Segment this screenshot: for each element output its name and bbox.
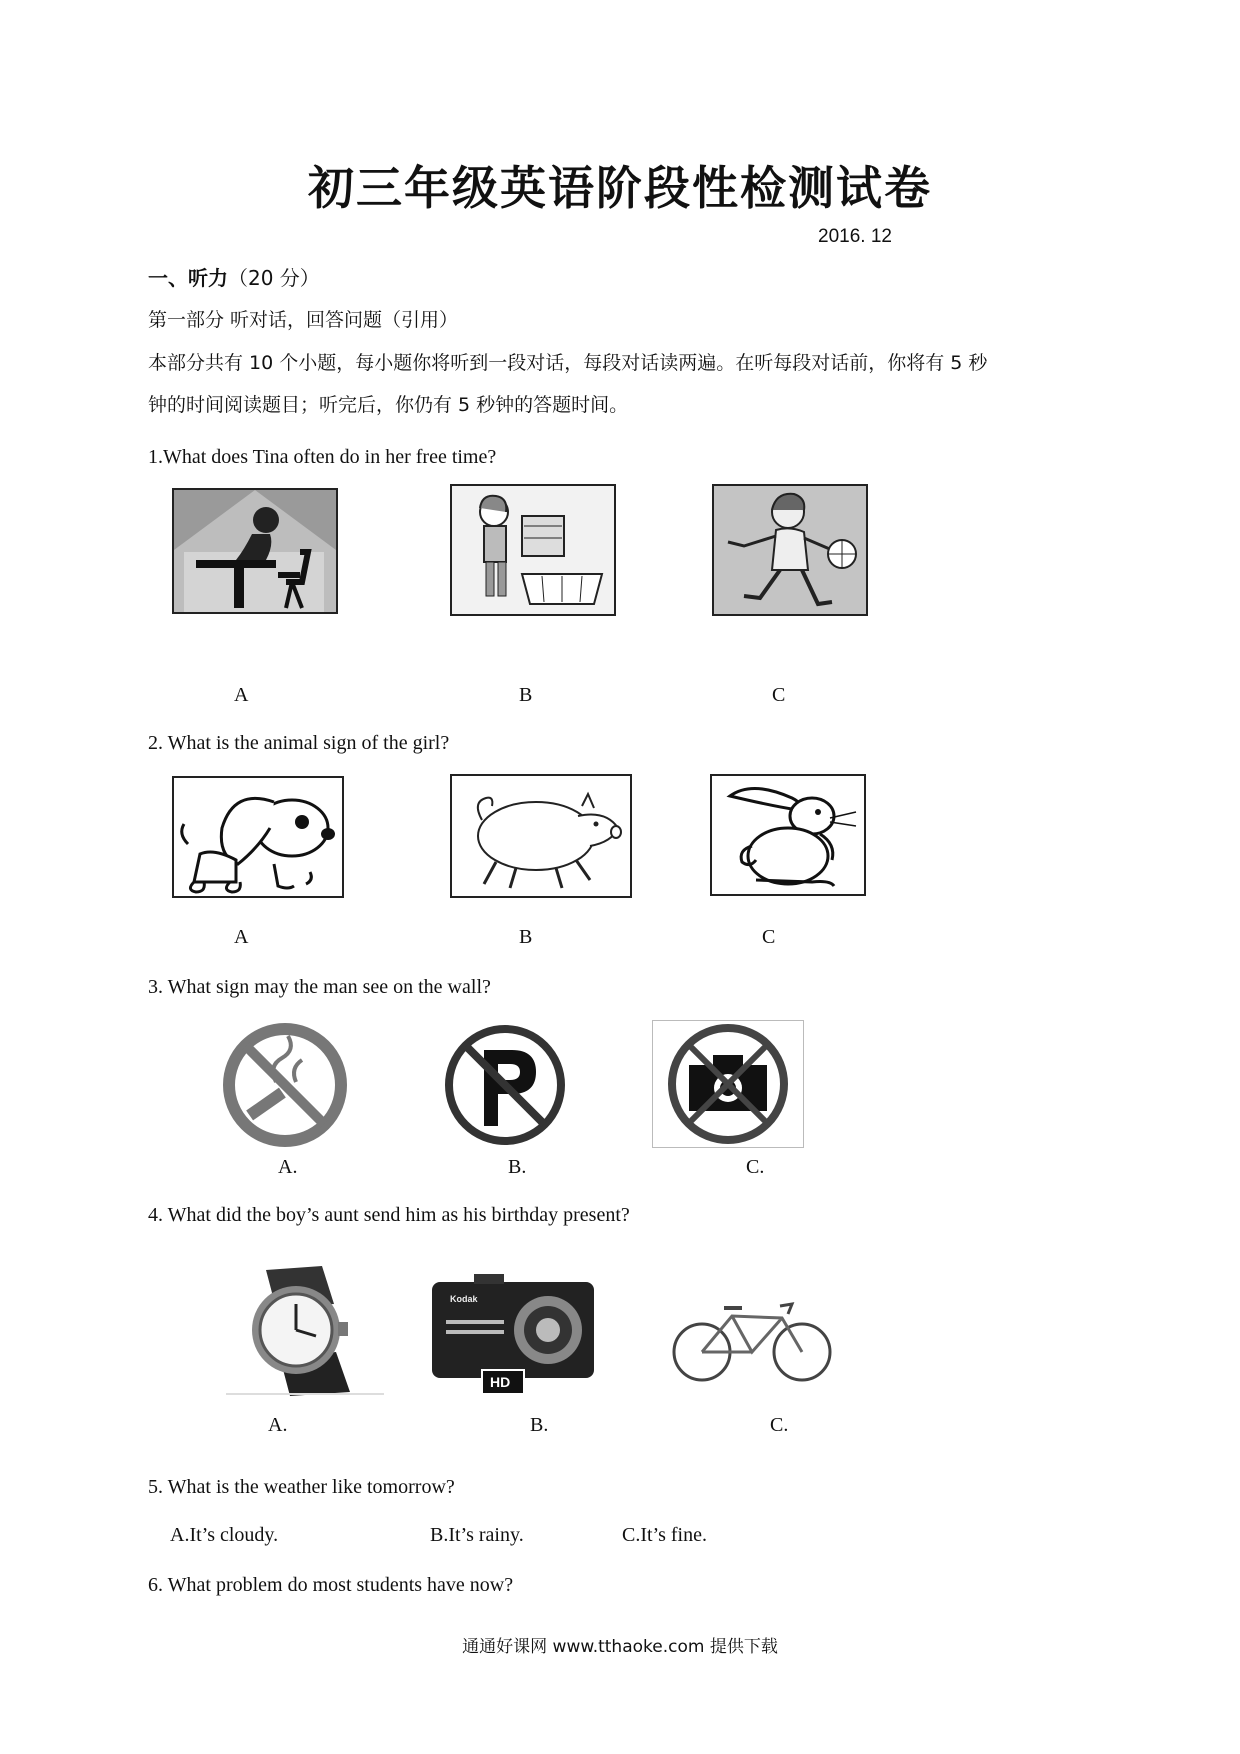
camera-hd-badge: HD — [490, 1374, 511, 1390]
q4-option-b-label: B. — [530, 1414, 549, 1436]
q2-option-b-label: B — [519, 926, 533, 948]
q3-option-c-picture — [652, 1020, 804, 1148]
q1-option-c-label: C — [772, 684, 786, 706]
instructions-line-1: 本部分共有 10 个小题，每小题你将听到一段对话，每段对话读两遍。在听每段对话前，你将有 5 秒 — [148, 352, 988, 374]
q1-option-c-picture — [712, 484, 868, 616]
q2-option-a-picture — [172, 776, 344, 898]
q1-option-a-picture — [172, 488, 338, 614]
bicycle-icon — [670, 1296, 834, 1386]
q2-option-a-label: A — [234, 926, 249, 948]
section-score: （20 分） — [228, 266, 320, 290]
wristwatch-icon — [226, 1264, 384, 1396]
question-1-text: 1.What does Tina often do in her free time? — [148, 446, 497, 468]
part-heading: 第一部分 听对话，回答问题（引用） — [148, 309, 459, 331]
girl-basketball-illustration — [714, 486, 866, 614]
exam-date: 2016. 12 — [818, 226, 892, 247]
q3-option-a-label: A. — [278, 1156, 298, 1178]
q4-option-b-picture — [428, 1272, 598, 1396]
pig-icon — [452, 776, 630, 896]
q5-option-b: B.It’s rainy. — [430, 1524, 524, 1546]
q1-option-b-picture — [450, 484, 616, 616]
question-4-text: 4. What did the boy’s aunt send him as his birthday present? — [148, 1204, 630, 1226]
q3-option-b-label: B. — [508, 1156, 527, 1178]
camera-icon — [428, 1272, 598, 1396]
q4-option-a-picture — [226, 1264, 384, 1396]
no-parking-sign-icon — [440, 1020, 570, 1150]
q1-option-a-label: A — [234, 684, 249, 706]
q4-option-c-picture — [670, 1296, 834, 1386]
q3-option-b-picture — [440, 1020, 570, 1150]
section-title: 一、听力 — [148, 266, 228, 290]
no-camera-sign-icon — [653, 1021, 803, 1147]
q1-option-b-label: B — [519, 684, 533, 706]
q2-option-c-label: C — [762, 926, 776, 948]
page-title: 初三年级英语阶段性检测试卷 — [308, 161, 932, 215]
q3-option-a-picture — [220, 1020, 350, 1150]
footer-credit: 通通好课网 www.tthaoke.com 提供下载 — [462, 1637, 778, 1657]
q5-option-a: A.It’s cloudy. — [170, 1524, 279, 1546]
camera-brand-text: Kodak — [450, 1294, 478, 1304]
q3-option-c-label: C. — [746, 1156, 765, 1178]
q2-option-b-picture — [450, 774, 632, 898]
q4-option-a-label: A. — [268, 1414, 288, 1436]
rabbit-icon — [712, 776, 864, 894]
dog-icon — [174, 778, 342, 896]
q2-option-c-picture — [710, 774, 866, 896]
girl-studying-illustration — [174, 490, 336, 612]
no-smoking-sign-icon — [220, 1020, 350, 1150]
question-2-text: 2. What is the animal sign of the girl? — [148, 732, 450, 754]
question-5-text: 5. What is the weather like tomorrow? — [148, 1476, 455, 1498]
section-heading — [148, 262, 320, 291]
q4-option-c-label: C. — [770, 1414, 789, 1436]
question-6-text: 6. What problem do most students have now? — [148, 1574, 514, 1596]
question-3-text: 3. What sign may the man see on the wall? — [148, 976, 491, 998]
instructions-line-2: 钟的时间阅读题目；听完后，你仍有 5 秒钟的答题时间。 — [148, 394, 629, 416]
q5-option-c: C.It’s fine. — [622, 1524, 707, 1546]
girl-laundry-illustration — [452, 486, 614, 614]
